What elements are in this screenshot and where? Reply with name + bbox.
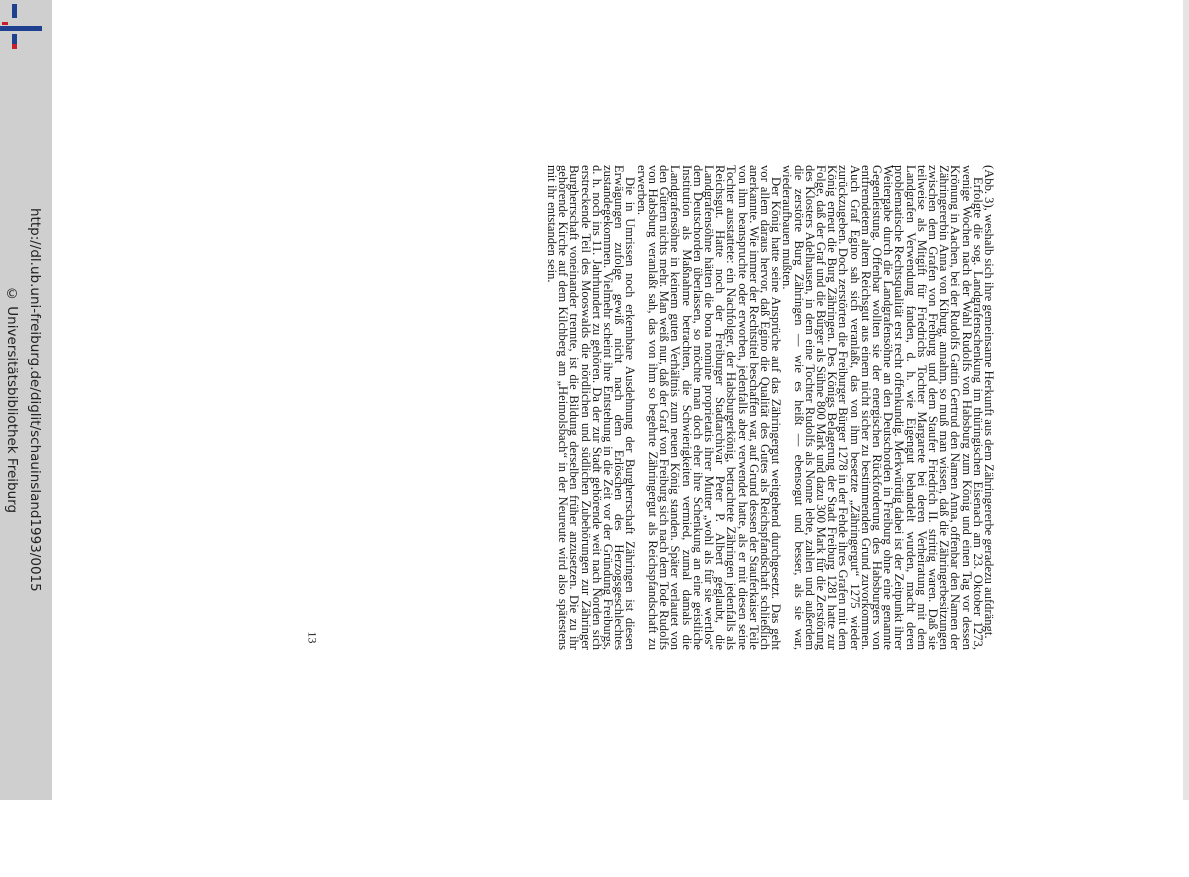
paragraph-1: (Abb. 3), weshalb sich ihre gemeinsame Herkunft aus dem Zähringererbe geradezu aufdrängt. [982,165,996,639]
sidebar [0,0,52,800]
copyright-notice: © Universitätsbibliothek Freiburg [4,286,20,514]
paragraph-4: Die in Umrissen noch erkennbare Ausdehnung der Burgherrschaft Zähringen ist diesen Erwägungen zufolge gewiß nicht nach dem Erlöschen des Herzogsgeschlechtes zustandegekommen. Vielmehr scheint ihre Entstehung in die Zeit vor der Gründung Freiburgs, d. h. noch ins 11. Jahrhundert zu gehören. Da der zur Stadt gehörende weit nach Norden sich erstreckende Teil des Mooswalds die nördlichen und südlichen Zubehörungen zur Zähringer Burgherrschaft voneinander trennte, ist die Bildung derselben früher anzusetzen. Die zu ihr gehörende Kirche auf dem Kilchberg am „Heimolsbach“ in der Neureute wird also spätestens mit ihr entstanden sein. [545,165,638,650]
page-number: 13 [305,631,320,644]
scroll-edge [1183,0,1189,800]
rotated-text-area [282,165,996,877]
document-url[interactable]: http://dl.ub.uni-freiburg.de/diglit/schauinsland1993/0015 [27,208,43,592]
paragraph-3: Der König hatte seine Ansprüche auf das Zähringergut weitgehend durchgesetzt. Das geht vor allem daraus hervor, daß Egino die Qualität des Gutes als Reichspfandschaft schließlich anerkannte. Wie immer der Rechtstitel beschaffen war, auf Grund dessen der Stauferkaiser Teile von ihm beanspruchte oder erworben, jedenfalls aber verwendet hatte, als er mit diesen seine Tochter ausstattete: ein Nachfolger, der Habsburgerkönig, betrachtete Zähringen jedenfalls als Reichsgut. Hatte noch der Freiburger Stadtarchivar Peter P. Albert geglaubt, die Landgrafensöhne hätten die bona nomine proprietatis ihrer Mutter „wohl als für sie wertlos“ dem Deutschorden überlassen, so möchte man doch eher ihre Schenkung an eine geistliche Institution als Maßnahme betrachten, die Schwierigkeiten vermied, zumal damals die Landgrafensöhne in keinem guten Verhältnis zum neuen König standen. Später verlautet von den Gütern nichts mehr. Man weiß nur, daß der Graf von Freiburg sich nach dem Tode Rudolfs von Habsburg veranlaßt sah, das von ihm so begehrte Zähringergut als Reichspfandschaft zu erwerben. [634,165,784,650]
page-number-container [305,631,319,651]
document-page [52,0,1183,800]
paragraph-2: Erfolgte die sog. Landgrafenschenkung im thüringischen Eisenach am 23. Oktober 1273, wenige Wochen nach der Wahl Rudolfs von Habsburg zum König und einen Tag vor dessen Krönung in Aachen, bei der Rudolfs Gattin Gertrud den Namen Anna, offenbar den Namen der Zähringererbin Anna von Kiburg, annahm, so muß man wissen, daß die Zähringerbesitzungen zwischen dem Grafen von Freiburg und dem Staufer Friedrich II. strittig waren. Daß sie teilweise als Mitgift für Friedrichs Tochter Margarete bei deren Verheiratung mit dem Landgrafen Verwendung fanden, d. h. wie Eigengut behandelt wurden, macht deren problematische Rechtsqualität erst recht offenkundig. Merkwürdig dabei ist der Zeitpunkt ihrer Weitergabe durch die Landgrafensöhne an den Deutschorden in Freiburg ohne eine genannte Gegenleistung. Offenbar wollten sie der energischen Rückforderung des Habsburgers von entfremdetem altem Reichsgut aus einem nicht sicher zu bestimmenden Grund zuvorkommen. Auch Graf Egino sah sich veranlaßt, das von ihm besetzte „Zähringergut“ 1275 wieder zurückzugeben. Doch zerstörten die Freiburger Bürger 1278 in der Fehde ihres Grafen mit dem König erneut die Burg Zähringen. Des Königs Belagerung der Stadt Freiburg 1281 hatte zur Folge, daß der Graf und die Bürger als Sühne 800 Mark und dazu 300 Mark für die Zerstörung des Klosters Adelhausen, in dem eine Tochter Rudolfs als Nonne lebte, zahlen und außerdem die zerstörte Burg Zähringen — wie es heißt — ebensogut und besser, als sie war, wiederaufbauen mußten. [780,165,985,650]
page-text [282,165,994,650]
